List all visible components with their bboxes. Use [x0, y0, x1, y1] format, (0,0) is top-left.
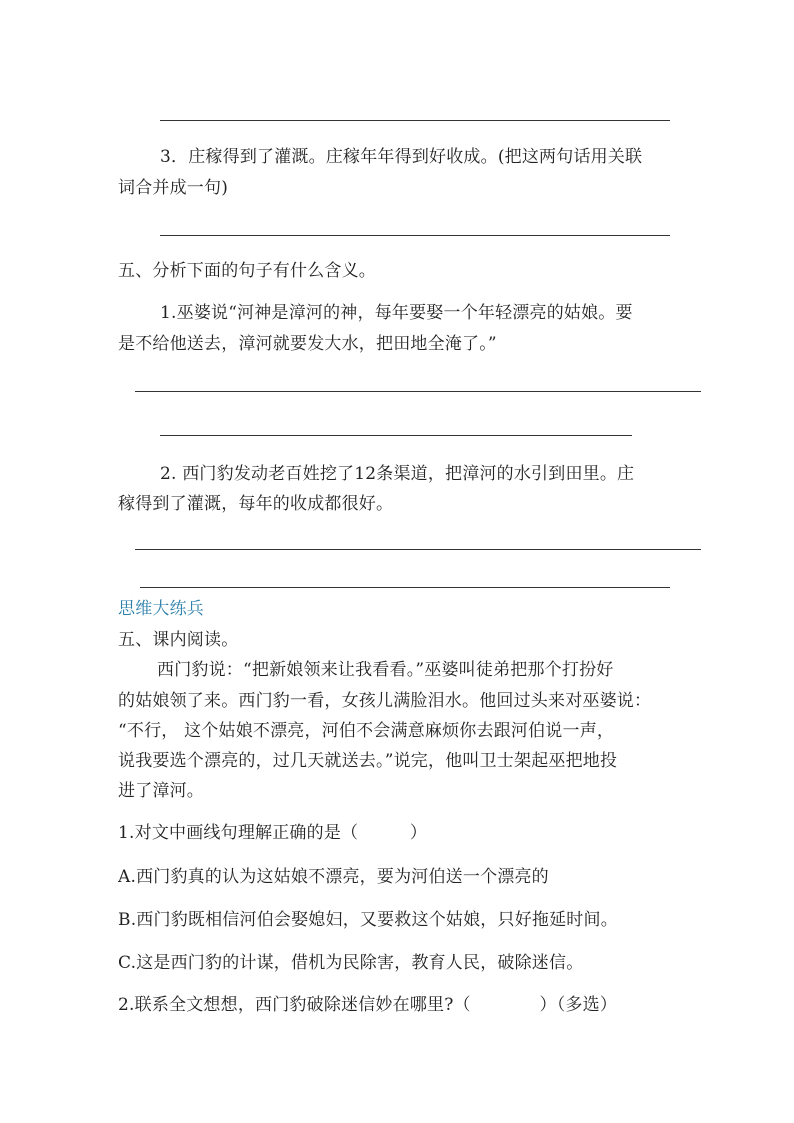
question-item-1-cont: 是不给他送去，漳河就要发大水，把田地全淹了。”: [118, 334, 497, 354]
option-a: A.西门豹真的认为这姑娘不漂亮，要为河伯送一个漂亮的: [118, 867, 549, 887]
answer-line: [140, 587, 670, 588]
passage-line: 进了漳河。: [118, 781, 204, 801]
answer-line: [160, 235, 670, 236]
passage-line: “不行， 这个姑娘不漂亮，河伯不会满意麻烦你去跟河伯说一声，: [118, 721, 615, 741]
practice-section-title: 思维大练兵: [118, 599, 204, 619]
answer-line: [135, 549, 701, 550]
answer-line: [160, 435, 632, 436]
section-heading: 五、分析下面的句子有什么含义。: [118, 261, 376, 281]
question-item-2-cont: 稼得到了灌溉，每年的收成都很好。: [118, 494, 394, 514]
question-item-1: 1.巫婆说“河神是漳河的神，每年要娶一个年轻漂亮的姑娘。要: [160, 303, 633, 323]
reading-heading: 五、课内阅读。: [118, 630, 239, 650]
answer-line: [160, 120, 670, 121]
question-2: 2.联系全文想想，西门豹破除迷信妙在哪里?（ ）（多选）: [118, 995, 618, 1015]
question-1: 1.对文中画线句理解正确的是（ ）: [118, 823, 428, 843]
option-c: C.这是西门豹的计谋，借机为民除害，教育人民，破除迷信。: [118, 953, 584, 973]
question-item-3-cont: 词合并成一句): [118, 178, 229, 198]
option-b: B.西门豹既相信河伯会娶媳妇，又要救这个姑娘，只好拖延时间。: [118, 910, 618, 930]
question-item-3: 3．庄稼得到了灌溉。庄稼年年得到好收成。(把这两句话用关联: [160, 147, 643, 167]
answer-line: [135, 391, 701, 392]
passage-line: 说我要选个漂亮的，过几天就送去。”说完，他叫卫士架起巫把地投: [118, 751, 618, 771]
passage-line: 西门豹说：“把新娘领来让我看看。”巫婆叫徒弟把那个打扮好: [157, 660, 614, 680]
question-item-2: 2. 西门豹发动老百姓挖了12条渠道，把漳河的水引到田里。庄: [160, 464, 635, 484]
passage-line: 的姑娘领了来。西门豹一看，女孩儿满脸泪水。他回过头来对巫婆说：: [118, 691, 652, 711]
